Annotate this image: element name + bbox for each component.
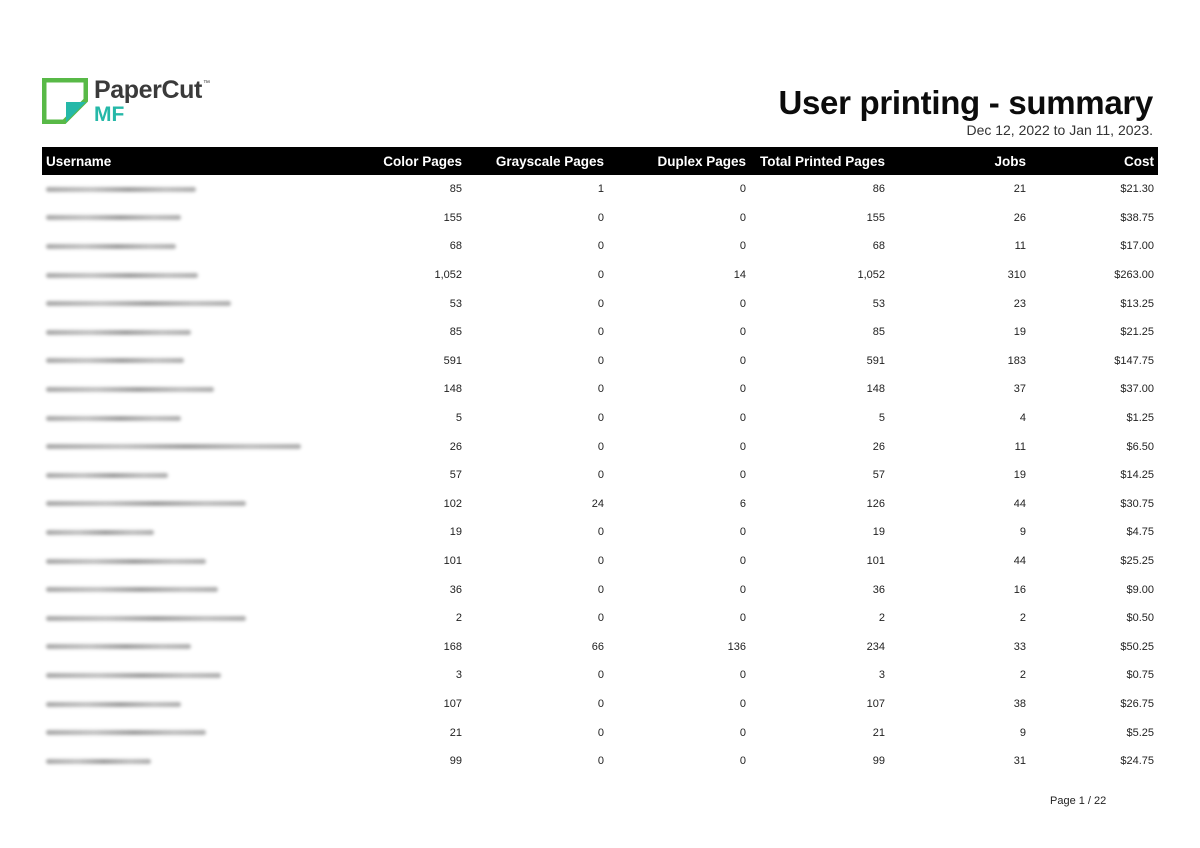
cell-color-pages: 101 (443, 555, 462, 568)
cell-username (42, 347, 212, 376)
cell-username (42, 404, 212, 433)
cell-username (42, 232, 212, 261)
cell-jobs: 2 (1019, 669, 1026, 682)
cell-duplex-pages: 0 (739, 755, 746, 768)
cell-cost: $21.25 (1120, 326, 1154, 339)
cell-cost: $50.25 (1120, 640, 1154, 653)
cell-total-printed-pages: 155 (866, 211, 885, 224)
cell-color-pages: 85 (449, 183, 462, 196)
cell-username (42, 747, 212, 776)
cell-duplex-pages: 0 (739, 354, 746, 367)
logo-wordmark (94, 78, 210, 103)
cell-jobs: 19 (1013, 469, 1026, 482)
column-header-jobs: Jobs (994, 153, 1026, 169)
cell-cost: $17.00 (1120, 240, 1154, 253)
cell-jobs: 9 (1019, 526, 1026, 539)
cell-color-pages: 155 (443, 211, 462, 224)
cell-jobs: 21 (1013, 183, 1026, 196)
cell-color-pages: 591 (443, 354, 462, 367)
cell-duplex-pages: 0 (739, 669, 746, 682)
cell-username (42, 690, 212, 719)
cell-color-pages: 19 (449, 526, 462, 539)
cell-duplex-pages: 0 (739, 412, 746, 425)
cell-total-printed-pages: 126 (866, 497, 885, 510)
cell-grayscale-pages: 66 (591, 640, 604, 653)
redacted-username (46, 473, 168, 478)
cell-total-printed-pages: 591 (866, 354, 885, 367)
cell-cost: $14.25 (1120, 469, 1154, 482)
cell-color-pages: 1,052 (434, 269, 462, 282)
table-row (42, 718, 1158, 747)
cell-grayscale-pages: 0 (597, 526, 604, 539)
cell-grayscale-pages: 0 (597, 612, 604, 625)
redacted-username (46, 644, 191, 649)
cell-cost: $9.00 (1126, 583, 1154, 596)
cell-jobs: 19 (1013, 326, 1026, 339)
cell-jobs: 9 (1019, 726, 1026, 739)
table-row (42, 232, 1158, 261)
table-body (42, 175, 1158, 775)
cell-grayscale-pages: 0 (597, 697, 604, 710)
cell-grayscale-pages: 0 (597, 469, 604, 482)
report-title: User printing - summary (778, 84, 1153, 121)
cell-username (42, 461, 212, 490)
column-header-cost: Cost (1124, 153, 1154, 169)
cell-total-printed-pages: 36 (872, 583, 885, 596)
cell-jobs: 11 (1014, 440, 1026, 453)
table-row (42, 518, 1158, 547)
cell-color-pages: 107 (443, 697, 462, 710)
cell-cost: $5.25 (1126, 726, 1154, 739)
cell-grayscale-pages: 1 (597, 183, 604, 196)
cell-username (42, 204, 212, 233)
cell-color-pages: 5 (455, 412, 462, 425)
redacted-username (46, 559, 206, 564)
cell-total-printed-pages: 101 (866, 555, 885, 568)
cell-username (42, 432, 212, 461)
cell-color-pages: 2 (455, 612, 462, 625)
cell-jobs: 33 (1013, 640, 1026, 653)
redacted-username (46, 587, 218, 592)
cell-duplex-pages: 136 (727, 640, 746, 653)
column-header-total-printed-pages: Total Printed Pages (759, 153, 885, 169)
redacted-username (46, 702, 181, 707)
cell-color-pages: 168 (443, 640, 462, 653)
table-row (42, 747, 1158, 776)
table-row (42, 289, 1158, 318)
cell-cost: $38.75 (1120, 211, 1154, 224)
cell-jobs: 37 (1013, 383, 1026, 396)
table-row (42, 661, 1158, 690)
cell-cost: $30.75 (1120, 497, 1154, 510)
cell-cost: $1.25 (1126, 412, 1154, 425)
cell-username (42, 375, 212, 404)
cell-total-printed-pages: 57 (872, 469, 885, 482)
cell-cost: $0.75 (1126, 669, 1154, 682)
cell-username (42, 289, 212, 318)
redacted-username (46, 416, 181, 421)
redacted-username (46, 215, 181, 220)
cell-color-pages: 36 (449, 583, 462, 596)
cell-cost: $0.50 (1126, 612, 1154, 625)
redacted-username (46, 387, 214, 392)
cell-jobs: 11 (1014, 240, 1026, 253)
cell-total-printed-pages: 21 (872, 726, 885, 739)
cell-username (42, 575, 212, 604)
column-header-grayscale-pages: Grayscale Pages (495, 153, 604, 169)
cell-jobs: 183 (1007, 354, 1026, 367)
cell-color-pages: 85 (449, 326, 462, 339)
cell-grayscale-pages: 0 (597, 297, 604, 310)
cell-cost: $263.00 (1114, 269, 1154, 282)
cell-duplex-pages: 0 (739, 297, 746, 310)
cell-total-printed-pages: 107 (866, 697, 885, 710)
cell-duplex-pages: 6 (739, 497, 746, 510)
page-number: Page 1 / 22 (1050, 795, 1107, 807)
cell-username (42, 718, 212, 747)
column-header-color-pages: Color Pages (383, 153, 462, 169)
cell-color-pages: 57 (449, 469, 462, 482)
cell-color-pages: 26 (449, 440, 462, 453)
report-date-range: Dec 12, 2022 to Jan 11, 2023. (966, 122, 1153, 138)
table-row (42, 347, 1158, 376)
cell-total-printed-pages: 26 (872, 440, 885, 453)
cell-total-printed-pages: 5 (878, 412, 885, 425)
cell-duplex-pages: 14 (733, 269, 746, 282)
cell-jobs: 16 (1013, 583, 1026, 596)
cell-username (42, 633, 212, 662)
cell-cost: $147.75 (1114, 354, 1154, 367)
column-header-duplex-pages: Duplex Pages (657, 153, 746, 169)
cell-duplex-pages: 0 (739, 383, 746, 396)
redacted-username (46, 244, 176, 249)
redacted-username (46, 616, 246, 621)
redacted-username (46, 358, 184, 363)
cell-jobs: 44 (1013, 555, 1026, 568)
cell-duplex-pages: 0 (739, 583, 746, 596)
cell-color-pages: 102 (443, 497, 462, 510)
cell-duplex-pages: 0 (739, 726, 746, 739)
cell-color-pages: 21 (449, 726, 462, 739)
cell-grayscale-pages: 0 (597, 412, 604, 425)
redacted-username (46, 673, 221, 678)
cell-username (42, 661, 212, 690)
cell-jobs: 310 (1007, 269, 1026, 282)
cell-cost: $13.25 (1120, 297, 1154, 310)
table-row (42, 547, 1158, 576)
table-row (42, 404, 1158, 433)
cell-grayscale-pages: 0 (597, 354, 604, 367)
logo-name-text: PaperCut (94, 76, 202, 104)
table-row (42, 261, 1158, 290)
table-row (42, 175, 1158, 204)
papercut-logo-icon (42, 78, 88, 124)
logo-trademark: ™ (202, 80, 210, 87)
cell-color-pages: 3 (455, 669, 462, 682)
cell-jobs: 31 (1013, 755, 1026, 768)
cell-username (42, 490, 212, 519)
cell-jobs: 38 (1013, 697, 1026, 710)
cell-grayscale-pages: 0 (597, 240, 604, 253)
cell-duplex-pages: 0 (739, 526, 746, 539)
cell-cost: $37.00 (1120, 383, 1154, 396)
redacted-username (46, 330, 191, 335)
cell-color-pages: 99 (449, 755, 462, 768)
table-row (42, 633, 1158, 662)
cell-grayscale-pages: 0 (597, 726, 604, 739)
cell-jobs: 26 (1013, 211, 1026, 224)
cell-duplex-pages: 0 (739, 697, 746, 710)
cell-grayscale-pages: 0 (597, 583, 604, 596)
redacted-username (46, 730, 206, 735)
cell-cost: $26.75 (1120, 697, 1154, 710)
cell-jobs: 23 (1013, 297, 1026, 310)
cell-total-printed-pages: 86 (872, 183, 885, 196)
cell-username (42, 261, 212, 290)
redacted-username (46, 501, 246, 506)
cell-total-printed-pages: 1,052 (857, 269, 885, 282)
redacted-username (46, 444, 301, 449)
cell-cost: $25.25 (1120, 555, 1154, 568)
cell-total-printed-pages: 68 (872, 240, 885, 253)
cell-total-printed-pages: 53 (872, 297, 885, 310)
cell-username (42, 518, 212, 547)
cell-duplex-pages: 0 (739, 440, 746, 453)
cell-color-pages: 68 (449, 240, 462, 253)
cell-grayscale-pages: 0 (597, 669, 604, 682)
cell-jobs: 2 (1019, 612, 1026, 625)
redacted-username (46, 187, 196, 192)
redacted-username (46, 273, 198, 278)
cell-color-pages: 148 (443, 383, 462, 396)
cell-cost: $6.50 (1126, 440, 1154, 453)
cell-cost: $4.75 (1126, 526, 1154, 539)
redacted-username (46, 530, 154, 535)
cell-duplex-pages: 0 (739, 211, 746, 224)
cell-grayscale-pages: 0 (597, 440, 604, 453)
cell-total-printed-pages: 2 (878, 612, 885, 625)
table-row (42, 490, 1158, 519)
cell-duplex-pages: 0 (739, 612, 746, 625)
cell-jobs: 44 (1013, 497, 1026, 510)
user-printing-table (42, 147, 1158, 775)
cell-duplex-pages: 0 (739, 183, 746, 196)
cell-grayscale-pages: 0 (597, 269, 604, 282)
cell-grayscale-pages: 0 (597, 326, 604, 339)
table-header-row (42, 147, 1158, 175)
cell-grayscale-pages: 0 (597, 555, 604, 568)
cell-cost: $24.75 (1120, 755, 1154, 768)
table-row (42, 375, 1158, 404)
cell-total-printed-pages: 85 (872, 326, 885, 339)
table-row (42, 318, 1158, 347)
cell-username (42, 175, 212, 204)
cell-total-printed-pages: 234 (866, 640, 885, 653)
table-row (42, 204, 1158, 233)
redacted-username (46, 301, 231, 306)
cell-jobs: 4 (1019, 412, 1026, 425)
cell-username (42, 318, 212, 347)
cell-cost: $21.30 (1120, 183, 1154, 196)
table-row (42, 690, 1158, 719)
papercut-logo (42, 78, 210, 124)
redacted-username (46, 759, 151, 764)
cell-total-printed-pages: 3 (878, 669, 885, 682)
cell-duplex-pages: 0 (739, 240, 746, 253)
cell-grayscale-pages: 0 (597, 211, 604, 224)
cell-username (42, 604, 212, 633)
logo-product: MF (94, 103, 125, 126)
table-row (42, 575, 1158, 604)
table-row (42, 604, 1158, 633)
cell-duplex-pages: 0 (739, 469, 746, 482)
cell-grayscale-pages: 0 (597, 755, 604, 768)
cell-total-printed-pages: 99 (872, 755, 885, 768)
cell-username (42, 547, 212, 576)
table-row (42, 461, 1158, 490)
column-header-username: Username (46, 153, 112, 169)
cell-duplex-pages: 0 (739, 555, 746, 568)
table-row (42, 432, 1158, 461)
cell-grayscale-pages: 24 (591, 497, 604, 510)
cell-total-printed-pages: 19 (872, 526, 885, 539)
cell-grayscale-pages: 0 (597, 383, 604, 396)
cell-color-pages: 53 (449, 297, 462, 310)
cell-duplex-pages: 0 (739, 326, 746, 339)
cell-total-printed-pages: 148 (866, 383, 885, 396)
